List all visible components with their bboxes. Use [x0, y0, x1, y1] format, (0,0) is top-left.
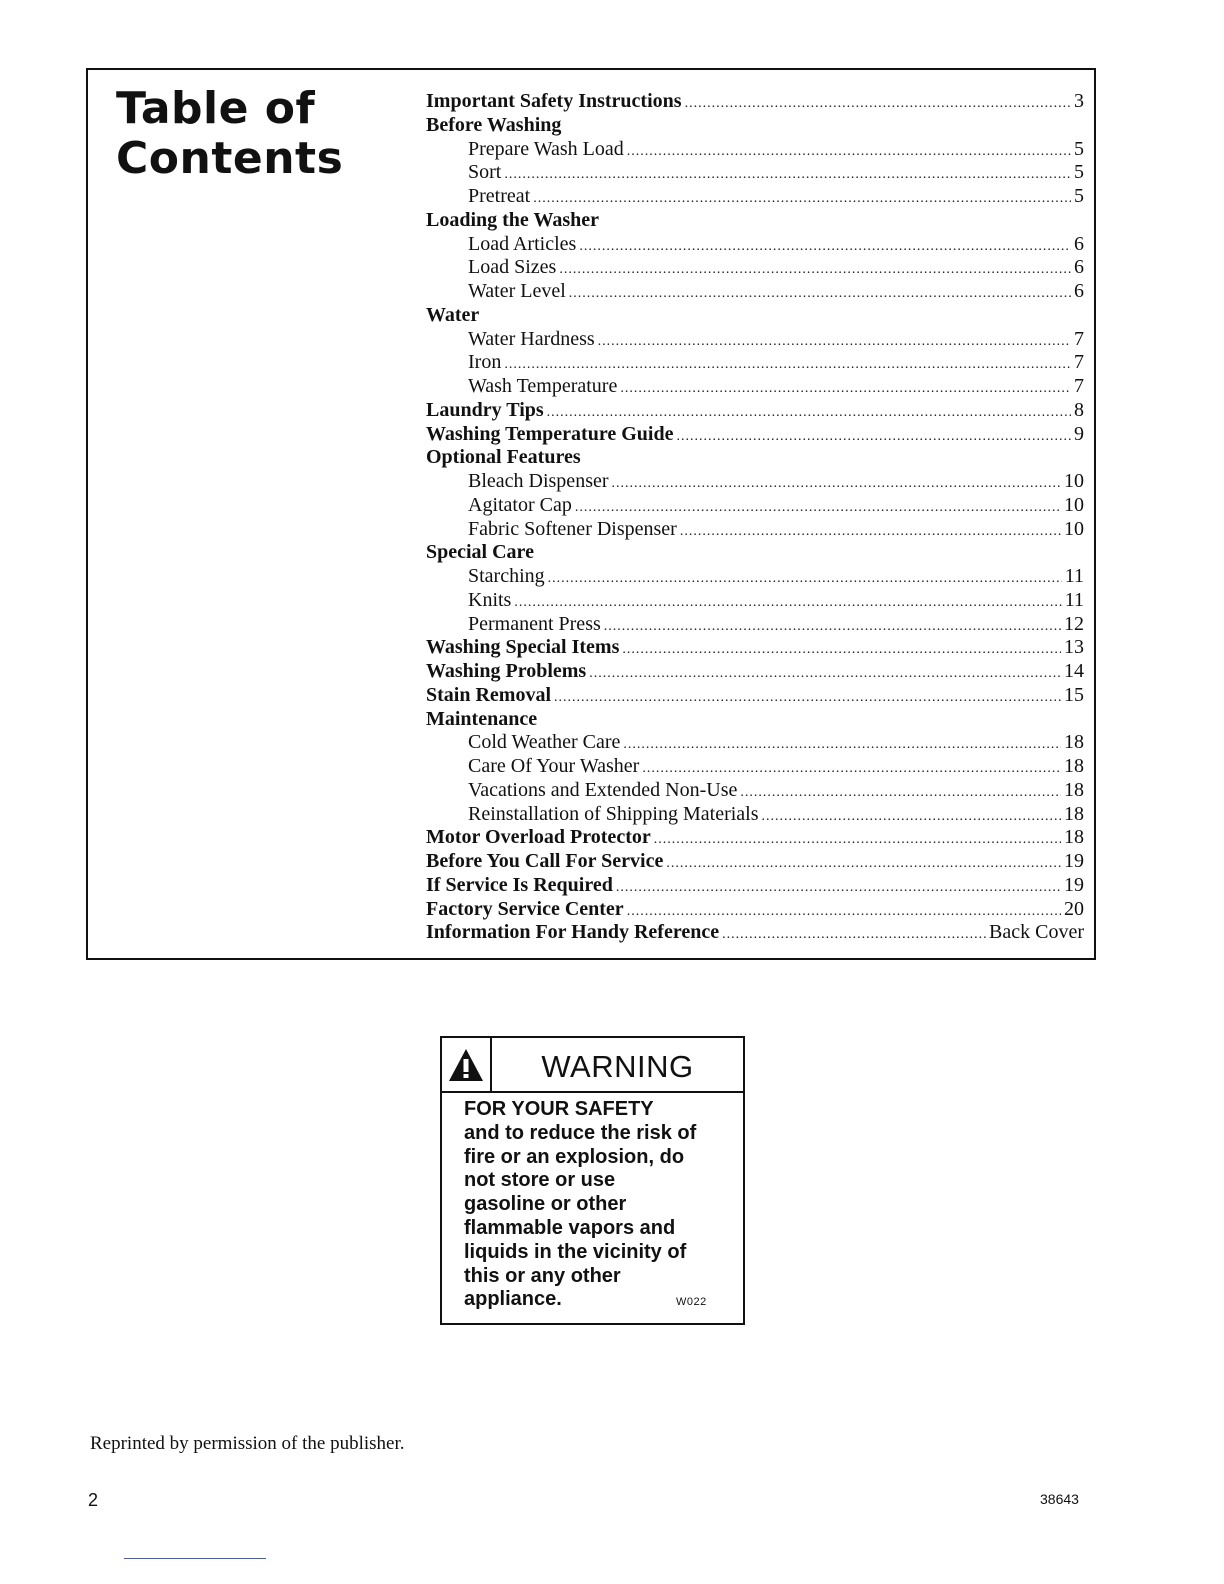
toc-dot-leader: [598, 330, 1071, 354]
toc-entry-label: Laundry Tips: [426, 398, 544, 421]
toc-entry-page: 7: [1074, 351, 1084, 374]
toc-subsection: [426, 375, 1084, 399]
warning-code: W022: [676, 1296, 707, 1308]
toc-entry-label: Wash Temperature: [468, 375, 618, 397]
toc-entry-label: Prepare Wash Load: [468, 137, 624, 160]
toc-entry-page: 10: [1064, 493, 1084, 516]
toc-entry-page: 19: [1064, 850, 1084, 872]
toc-entry-label: Pretreat: [468, 185, 531, 207]
toc-section: [426, 874, 1084, 898]
toc-subsection: [426, 138, 1084, 162]
toc-entry-page: 15: [1064, 683, 1084, 706]
toc-entry-page: 18: [1064, 802, 1084, 825]
toc-entry-page: 6: [1074, 232, 1084, 255]
toc-entry-label: Washing Problems: [426, 660, 587, 682]
toc-entry-label: Vacations and Extended Non-Use: [468, 778, 738, 801]
toc-entry-page: 3: [1074, 90, 1084, 112]
toc-section: [426, 90, 1084, 114]
toc-entry-label: If Service Is Required: [426, 873, 613, 896]
toc-dot-leader: [575, 496, 1061, 520]
toc-subsection: [426, 731, 1084, 755]
toc-entry-page: 10: [1064, 517, 1084, 540]
toc-dot-leader: [622, 638, 1061, 662]
toc-dot-leader: [547, 401, 1071, 425]
warning-text-line: appliance.: [464, 1288, 562, 1311]
toc-dot-leader: [616, 876, 1061, 900]
toc-entry-page: 7: [1074, 327, 1084, 350]
toc-entry-page: 20: [1064, 897, 1084, 920]
toc-subsection: [426, 518, 1084, 542]
toc-entry-page: 19: [1064, 873, 1084, 896]
toc-list: [426, 90, 1084, 945]
toc-subsection: [426, 803, 1084, 827]
warning-text-line: flammable vapors and: [464, 1216, 676, 1239]
toc-entry-label: Reinstallation of Shipping Materials: [468, 802, 759, 825]
toc-subsection: [426, 565, 1084, 589]
toc-dot-leader: [762, 805, 1061, 829]
toc-section: [426, 209, 1084, 233]
toc-entry-label: Water: [426, 303, 480, 326]
warning-text-line: FOR YOUR SAFETY: [464, 1098, 654, 1120]
toc-subsection: [426, 613, 1084, 637]
toc-subsection: [426, 328, 1084, 352]
document-code: 38643: [1040, 1491, 1079, 1507]
toc-dot-leader: [504, 163, 1071, 187]
toc-section: [426, 636, 1084, 660]
toc-dot-leader: [654, 828, 1061, 852]
toc-heading-line-1: Table of: [116, 83, 316, 134]
toc-section: [426, 850, 1084, 874]
toc-entry-page: 5: [1074, 185, 1084, 207]
toc-entry-page: 14: [1064, 660, 1084, 682]
toc-section: [426, 399, 1084, 423]
toc-dot-leader: [676, 425, 1071, 449]
toc-entry-page: 6: [1074, 256, 1084, 279]
toc-dot-leader: [579, 235, 1071, 259]
toc-entry-page: 9: [1074, 422, 1084, 445]
toc-dot-leader: [680, 520, 1061, 544]
toc-section: [426, 826, 1084, 850]
toc-entry-page: 18: [1064, 755, 1084, 777]
page-number: 2: [88, 1490, 99, 1510]
toc-entry-label: Sort: [468, 161, 502, 184]
toc-subsection: [426, 470, 1084, 494]
toc-subsection: [426, 755, 1084, 779]
toc-dot-leader: [514, 591, 1061, 615]
toc-entry-label: Care Of Your Washer: [468, 755, 640, 777]
toc-entry-page: 18: [1064, 778, 1084, 801]
warning-text-line: not store or use: [464, 1169, 616, 1192]
reprint-note: Reprinted by permission of the publisher.: [90, 1433, 405, 1454]
toc-subsection: [426, 494, 1084, 518]
toc-entry-label: Before You Call For Service: [426, 850, 664, 872]
toc-entry-label: Motor Overload Protector: [426, 826, 651, 849]
toc-entry-label: Fabric Softener Dispenser: [468, 517, 677, 540]
toc-dot-leader: [569, 282, 1071, 306]
toc-entry-label: Water Level: [468, 280, 566, 302]
toc-dot-leader: [620, 377, 1071, 401]
toc-dot-leader: [548, 567, 1062, 591]
toc-dot-leader: [533, 187, 1071, 211]
warning-text: [464, 1098, 734, 1312]
warning-triangle-icon: [448, 1048, 484, 1082]
toc-section: [426, 921, 1084, 945]
toc-entry-label: Water Hardness: [468, 327, 595, 350]
toc-entry-page: 12: [1064, 612, 1084, 635]
toc-entry-label: Load Articles: [468, 232, 577, 255]
toc-dot-leader: [559, 258, 1071, 282]
toc-subsection: [426, 233, 1084, 257]
toc-entry-page: 18: [1064, 826, 1084, 849]
toc-dot-leader: [627, 900, 1061, 924]
toc-dot-leader: [627, 140, 1071, 164]
toc-section: [426, 446, 1084, 470]
warning-header: [442, 1038, 743, 1093]
toc-entry-label: Maintenance: [426, 707, 538, 730]
toc-dot-leader: [504, 353, 1071, 377]
toc-section: [426, 898, 1084, 922]
toc-dot-leader: [589, 662, 1061, 686]
toc-subsection: [426, 161, 1084, 185]
toc-entry-page: 10: [1064, 470, 1084, 492]
toc-entry-page: Back Cover: [989, 921, 1084, 944]
toc-dot-leader: [722, 923, 986, 947]
toc-entry-label: Information For Handy Reference: [426, 921, 720, 944]
toc-subsection: [426, 280, 1084, 304]
bottom-rule: [124, 1558, 266, 1559]
warning-text-line: this or any other: [464, 1264, 621, 1287]
toc-entry-label: Cold Weather Care: [468, 731, 621, 754]
toc-section: [426, 304, 1084, 328]
toc-entry-page: 11: [1064, 565, 1084, 587]
warning-text-line: gasoline or other: [464, 1193, 627, 1216]
toc-dot-leader: [740, 781, 1061, 805]
toc-subsection: [426, 185, 1084, 209]
toc-dot-leader: [685, 92, 1071, 116]
toc-entry-label: Iron: [468, 351, 502, 374]
toc-section: [426, 708, 1084, 732]
toc-entry-page: 7: [1074, 375, 1084, 397]
toc-section: [426, 114, 1084, 138]
warning-text-line: liquids in the vicinity of: [464, 1240, 687, 1263]
toc-section: [426, 684, 1084, 708]
toc-dot-leader: [642, 757, 1061, 781]
toc-dot-leader: [612, 472, 1061, 496]
toc-section: [426, 541, 1084, 565]
toc-entry-label: Starching: [468, 565, 545, 587]
toc-subsection: [426, 256, 1084, 280]
toc-entry-label: Important Safety Instructions: [426, 90, 682, 112]
toc-entry-page: 5: [1074, 161, 1084, 184]
toc-entry-label: Load Sizes: [468, 256, 557, 279]
toc-entry-page: 11: [1064, 588, 1084, 611]
warning-text-line: fire or an explosion, do: [464, 1145, 685, 1168]
toc-heading: [116, 84, 343, 184]
toc-entry-label: Bleach Dispenser: [468, 470, 609, 492]
toc-entry-label: Permanent Press: [468, 612, 601, 635]
warning-icon-cell: [442, 1038, 492, 1091]
toc-entry-page: 8: [1074, 398, 1084, 421]
toc-dot-leader: [604, 615, 1061, 639]
toc-section: [426, 423, 1084, 447]
toc-entry-label: Factory Service Center: [426, 897, 624, 920]
toc-dot-leader: [623, 733, 1061, 757]
warning-title: WARNING: [541, 1049, 694, 1084]
toc-entry-label: Knits: [468, 588, 512, 611]
toc-section: [426, 660, 1084, 684]
warning-text-line: and to reduce the risk of: [464, 1121, 697, 1144]
toc-entry-page: 5: [1074, 137, 1084, 160]
toc-entry-page: 6: [1074, 280, 1084, 302]
toc-entry-label: Before Washing: [426, 113, 562, 136]
toc-entry-page: 13: [1064, 636, 1084, 659]
toc-heading-line-2: Contents: [116, 133, 344, 184]
toc-subsection: [426, 351, 1084, 375]
toc-subsection: [426, 779, 1084, 803]
toc-entry-label: Agitator Cap: [468, 493, 572, 516]
toc-entry-label: Stain Removal: [426, 683, 551, 706]
toc-subsection: [426, 589, 1084, 613]
toc-entry-label: Loading the Washer: [426, 208, 599, 231]
toc-entry-page: 18: [1064, 731, 1084, 754]
toc-entry-label: Optional Features: [426, 446, 581, 469]
toc-entry-label: Special Care: [426, 541, 534, 564]
warning-box: [440, 1036, 745, 1325]
toc-entry-label: Washing Special Items: [426, 636, 620, 659]
toc-dot-leader: [666, 852, 1061, 876]
toc-dot-leader: [554, 686, 1061, 710]
toc-entry-label: Washing Temperature Guide: [426, 422, 674, 445]
